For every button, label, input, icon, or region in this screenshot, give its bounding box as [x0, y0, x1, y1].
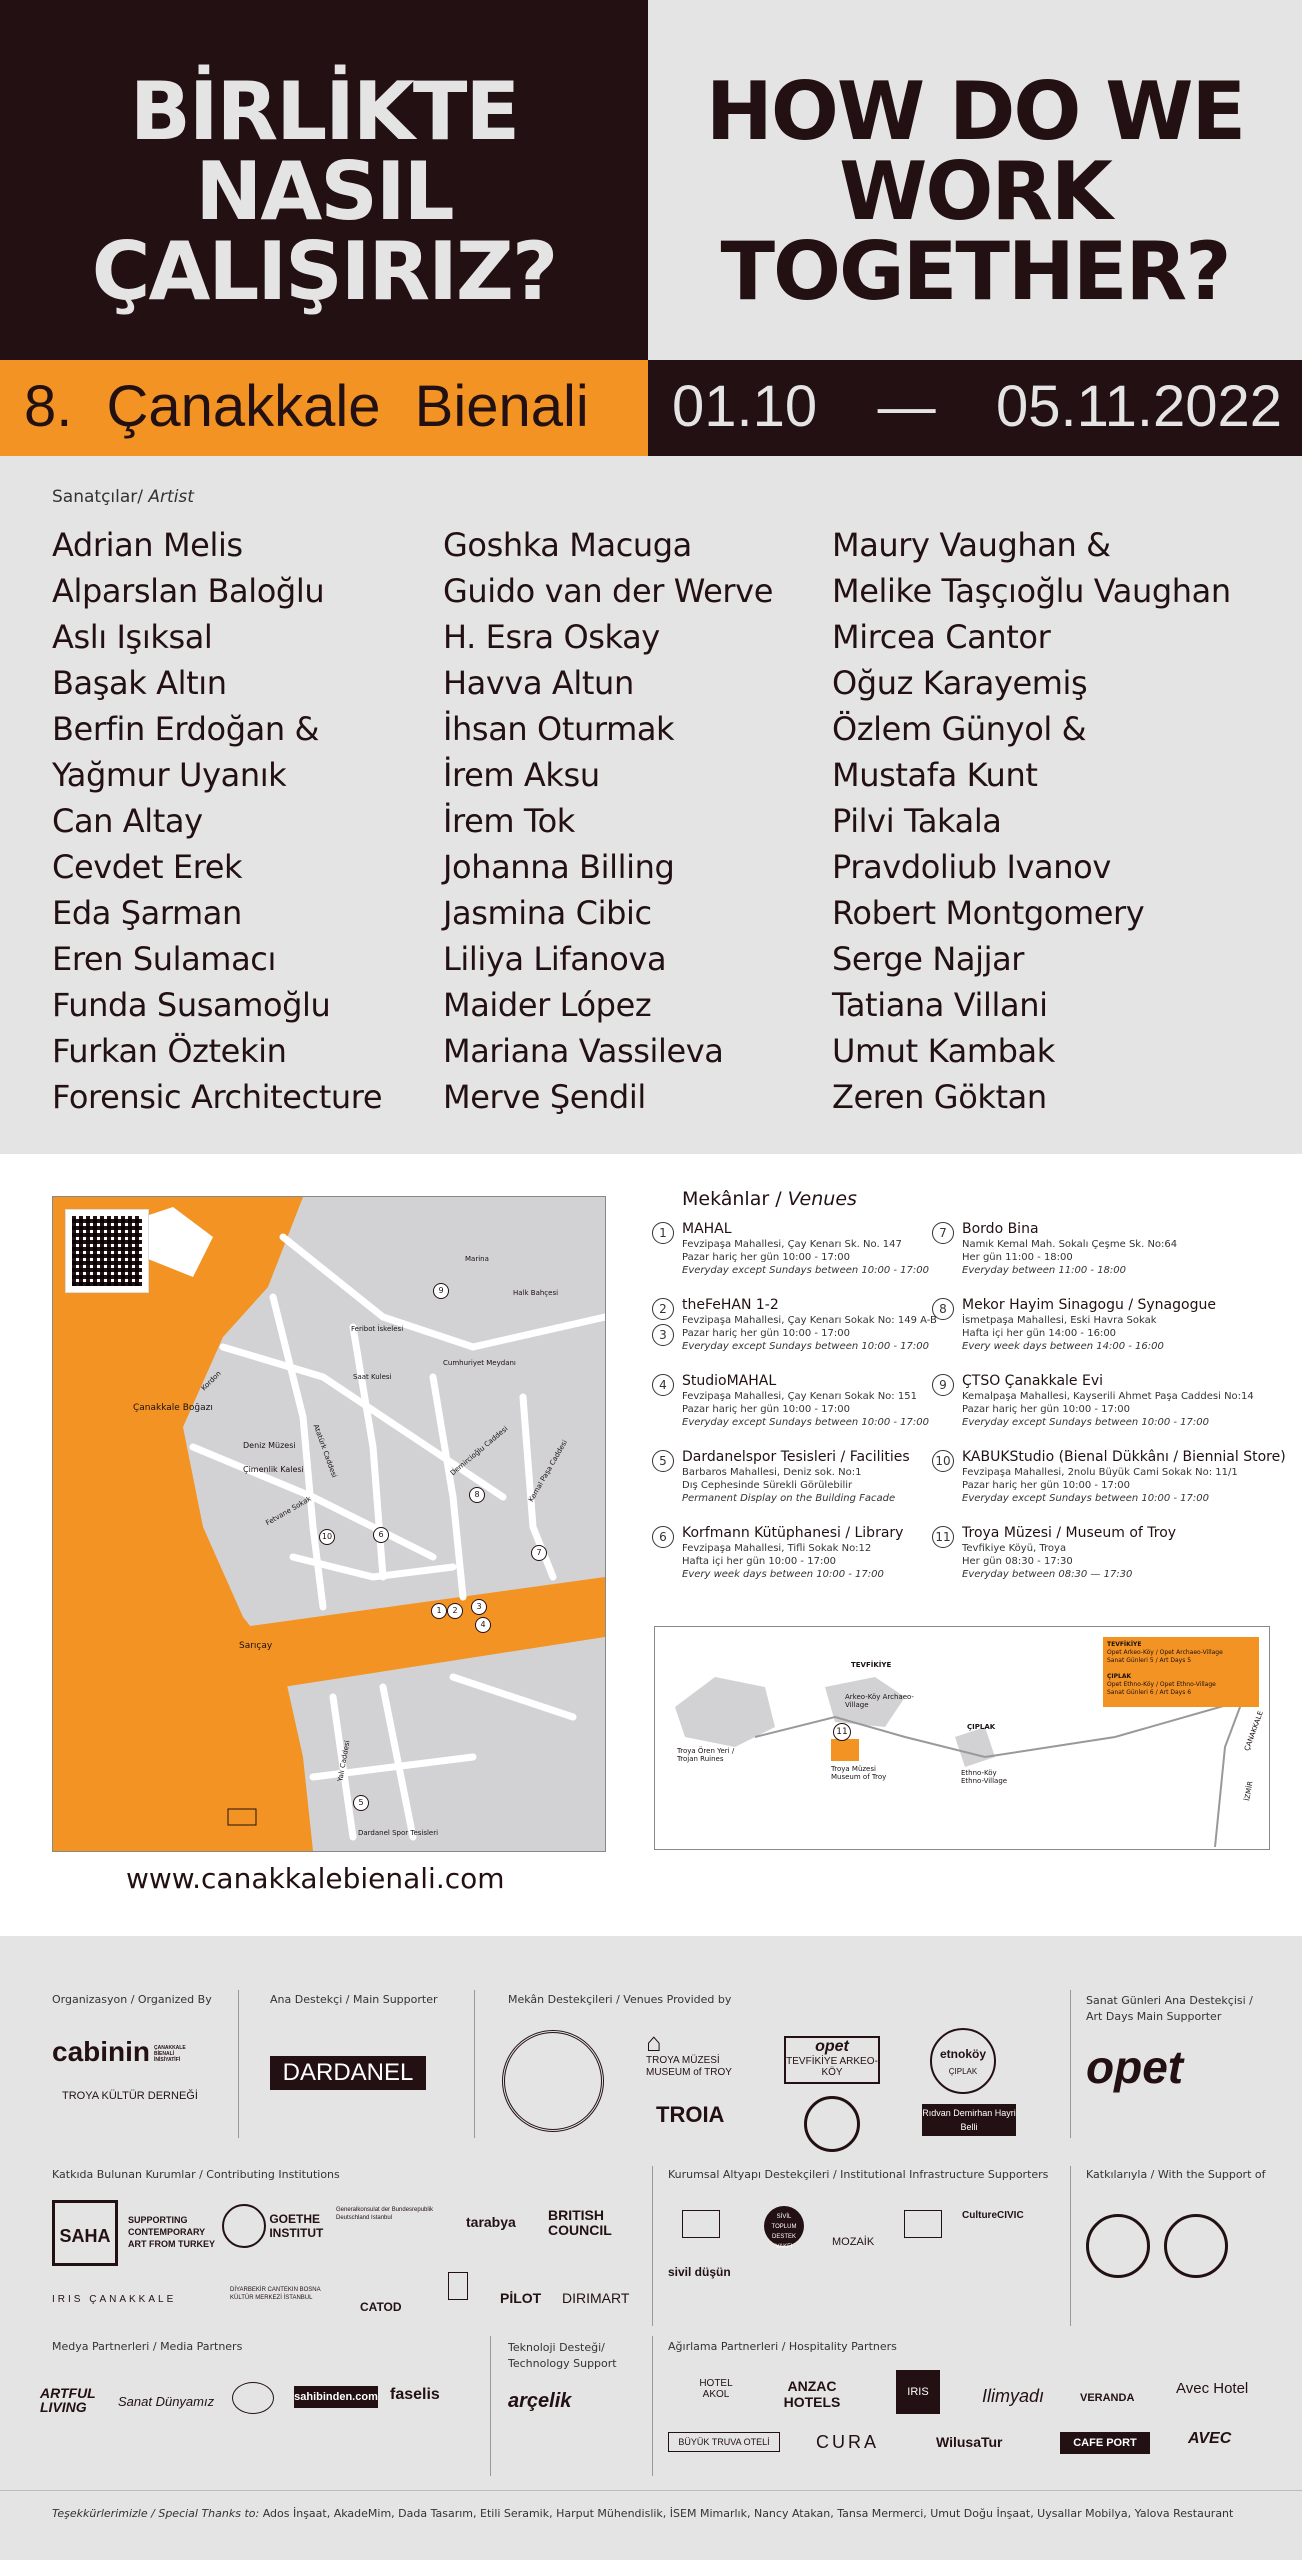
divider [0, 2490, 1302, 2491]
biennial-dates [672, 372, 1282, 442]
date-start: 01.10 [672, 374, 818, 439]
divider [1070, 1990, 1071, 2138]
venue-number: 8 [932, 1298, 954, 1320]
venue-hours-en: Every week days between 10:00 - 17:00 [682, 1569, 884, 1580]
map-marker[interactable]: 7 [531, 1545, 547, 1561]
venue-address: Barbaros Mahallesi, Deniz sok. No:1 [682, 1467, 862, 1478]
artist-name: Mariana Vassileva [443, 1032, 724, 1070]
venue-hours-en: Everyday except Sundays between 10:00 - 17:00 [682, 1417, 929, 1428]
venue-item [932, 1448, 1286, 1514]
venue-name: Dardanelspor Tesisleri / Facilities [682, 1449, 910, 1465]
opet-wordmark: opet [815, 2038, 849, 2055]
venue-hours-tr: Her gün 08:30 - 17:30 [962, 1556, 1073, 1567]
sponsor-heading: Organizasyon / Organized By [52, 1993, 212, 2006]
ciplak-name: ÇIPLAK [948, 2067, 978, 2076]
small-building-logo [448, 2272, 468, 2300]
sponsor-heading: Mekân Destekçileri / Venues Provided by [508, 1993, 732, 2006]
venue-name: KABUKStudio (Bienal Dükkânı / Biennial Store) [962, 1449, 1286, 1465]
opet-logo: opet [1086, 2041, 1184, 2093]
avec-rent-logo: AVEC [1188, 2430, 1232, 2447]
legend-title: TEVFİKİYE [1107, 1641, 1142, 1648]
venue-item [652, 1448, 942, 1514]
konsulat-logo: Generalkonsulat der Bundesrepublik Deutschland Istanbul [336, 2207, 434, 2221]
venues-heading-tr: Mekânlar / [682, 1188, 782, 1210]
venue-item [932, 1296, 1262, 1362]
venue-item [652, 1220, 942, 1286]
map-label: Feribot İskelesi [351, 1325, 404, 1333]
map-label: Çanakkale Boğazı [133, 1403, 213, 1413]
map-marker[interactable]: 3 [471, 1599, 487, 1615]
artist-name: Pravdoliub Ivanov [832, 848, 1111, 886]
venue-hours-en: Everyday between 08:30 — 17:30 [962, 1569, 1133, 1580]
divider [652, 2336, 653, 2476]
venue-name: Troya Müzesi / Museum of Troy [962, 1525, 1177, 1541]
artist-name: Cevdet Erek [52, 848, 243, 886]
sponsor-heading-en: Art Days Main Supporter [1086, 2010, 1222, 2023]
artist-name: Özlem Günyol & [832, 710, 1087, 748]
cabinin-wordmark: cabinin [52, 2036, 151, 2067]
map-label: Dardanel Spor Tesisleri [358, 1829, 439, 1837]
map-label: Demircioğlu Caddesi [448, 1424, 510, 1478]
venue-number: 1 [652, 1222, 674, 1244]
cabinin-subtitle: ÇANAKKALE BİENALİ İNİSİYATİFİ [154, 2045, 186, 2063]
qr-code[interactable] [65, 1209, 149, 1293]
title-en-line: HOW DO WE [705, 65, 1245, 158]
map-label: Fetvane Sokak [264, 1494, 313, 1528]
culture-civic-logo: CultureCIVIC [962, 2210, 1024, 2221]
sivil-dusun-logo: sivil düşün [668, 2265, 731, 2279]
goethe-icon [222, 2204, 266, 2248]
map-label: Cumhuriyet Meydanı [443, 1359, 516, 1367]
ministry-seal-logo [502, 2030, 604, 2132]
map-label: Halk Bahçesi [513, 1289, 559, 1297]
venue-hours-tr: Dış Cephesinde Sürekli Görülebilir [682, 1480, 853, 1491]
venue-address: Tevfikiye Köyü, Troya [962, 1543, 1067, 1554]
venue-name: Korfmann Kütüphanesi / Library [682, 1525, 904, 1541]
regional-map[interactable] [654, 1626, 1270, 1850]
divider [474, 1990, 475, 2138]
legend-title: ÇIPLAK [1107, 1673, 1132, 1680]
catod-logo: CATOD [360, 2300, 402, 2314]
artist-name: Funda Susamoğlu [52, 986, 331, 1024]
venue-number: 6 [652, 1526, 674, 1548]
legend-line: Sanat Günleri 5 / Art Days 5 [1107, 1657, 1192, 1664]
artist-name: Yağmur Uyanık [52, 756, 287, 794]
artist-name: Jasmina Cibic [443, 894, 652, 932]
map-label: Sarıçay [239, 1641, 273, 1651]
goethe-logo [222, 2204, 329, 2248]
date-dash: — [877, 374, 936, 439]
venue-hours-tr: Hafta içi her gün 10:00 - 17:00 [682, 1556, 837, 1567]
venue-address: Fevzipaşa Mahallesi, 2nolu Büyük Cami Sokak No: 11/1 [962, 1467, 1238, 1478]
venue-hours-tr: Pazar hariç her gün 10:00 - 17:00 [962, 1404, 1130, 1415]
artist-name: Forensic Architecture [52, 1078, 383, 1116]
sponsor-heading: Ağırlama Partnerleri / Hospitality Partners [668, 2340, 897, 2353]
map-marker[interactable]: 11 [833, 1723, 851, 1741]
map-marker[interactable]: 4 [475, 1617, 491, 1633]
troya-icon: ⌂ [646, 2027, 662, 2057]
venues-heading-en: Venues [787, 1188, 857, 1210]
sponsor-heading: Katkılarıyla / With the Support of [1086, 2168, 1266, 2181]
buyuk-truva-logo: BÜYÜK TRUVA OTELİ [668, 2432, 780, 2452]
venue-hours-tr: Pazar hariç her gün 10:00 - 17:00 [962, 1480, 1130, 1491]
biennial-name [24, 372, 589, 442]
eu-flag-logo [904, 2210, 942, 2238]
venue-address: Fevzipaşa Mahallesi, Çay Kenarı Sokak No: 149 A-B [682, 1315, 937, 1326]
arcelik-logo: arçelik [508, 2390, 572, 2412]
sponsor-heading: Katkıda Bulunan Kurumlar / Contributing Institutions [52, 2168, 340, 2181]
goethe-name: GOETHE INSTITUT [269, 2212, 324, 2240]
artist-name: Melike Taşçıoğlu Vaughan [832, 572, 1231, 610]
artist-name: Pilvi Takala [832, 802, 1002, 840]
venue-number: 4 [652, 1374, 674, 1396]
mozaik-logo: MOZAİK [832, 2236, 875, 2248]
artist-column-3 [832, 522, 1231, 1120]
artist-name: Furkan Öztekin [52, 1032, 287, 1070]
sponsor-heading-tr: Sanat Günleri Ana Destekçisi / [1086, 1994, 1253, 2007]
venue-hours-tr: Pazar hariç her gün 10:00 - 17:00 [682, 1252, 850, 1263]
venue-item [932, 1372, 1262, 1438]
gear-seal-logo [804, 2096, 860, 2152]
venue-name: theFeHAN 1-2 [682, 1297, 779, 1313]
venue-hours-en: Permanent Display on the Building Facade [682, 1493, 896, 1504]
map-label: Saat Kulesi [353, 1373, 392, 1381]
map-label: Kemal Paşa Caddesi [527, 1438, 570, 1504]
venue-hours-tr: Her gün 11:00 - 18:00 [962, 1252, 1073, 1263]
tevfikiye-logo [784, 2036, 880, 2084]
venue-address: İsmetpaşa Mahallesi, Eski Havra Sokak [962, 1315, 1157, 1326]
artful-living-logo: ARTFUL LIVING [40, 2385, 96, 2415]
inset-label: Troya Müzesi Museum of Troy [831, 1765, 887, 1781]
venue-hours-en: Everyday except Sundays between 10:00 - 17:00 [962, 1493, 1209, 1504]
venue-number: 10 [932, 1450, 954, 1472]
divider [238, 1990, 239, 2138]
legend-line: Opet Ethno-Köy / Opet Ethno-Village [1107, 1681, 1216, 1688]
inset-label: İZMİR [1243, 1780, 1255, 1802]
map-marker[interactable]: 10 [319, 1529, 335, 1545]
venue-hours-tr: Hafta içi her gün 14:00 - 16:00 [962, 1328, 1117, 1339]
tevfikiye-name: TEVFİKİYE ARKEO-KÖY [786, 2056, 878, 2078]
dirimart-logo: DIRIMART [562, 2290, 630, 2306]
venue-hours-en: Everyday except Sundays between 10:00 - 17:00 [962, 1417, 1209, 1428]
iris-logo: IRIS ÇANAKKALE [52, 2294, 177, 2305]
qr-area [143, 1207, 213, 1277]
sivil-destek-logo: SİVİL TOPLUM DESTEK VAKFI [764, 2206, 804, 2246]
artists-label-tr: Sanatçılar/ [52, 487, 143, 507]
venue-number: 5 [652, 1450, 674, 1472]
map-marker[interactable]: 9 [433, 1283, 449, 1299]
sponsor-heading [508, 2340, 617, 2372]
artist-name: Havva Altun [443, 664, 634, 702]
biennial-title: Çanakkale Bienali [106, 374, 589, 439]
city-map[interactable] [52, 1196, 606, 1852]
special-thanks [52, 2507, 1252, 2520]
avec-hotel-logo: Avec Hotel [1176, 2380, 1249, 2397]
sponsor-heading: Ana Destekçi / Main Supporter [270, 1993, 438, 2006]
artist-name: Mircea Cantor [832, 618, 1051, 656]
venue-name: Mekor Hayim Sinagogu / Synagogue [962, 1297, 1216, 1313]
artist-name: Merve Şendil [443, 1078, 646, 1116]
artist-name: Maider López [443, 986, 652, 1024]
map-marker[interactable]: 1 [431, 1603, 447, 1619]
diyarbekir-logo: DİYARBEKİR CANTEKIN BOSNA KÜLTÜR MERKEZİ İSTANBUL [230, 2287, 321, 2301]
faselis-logo: faselis [390, 2386, 440, 2403]
divider [1070, 2166, 1071, 2326]
artist-name: Eda Şarman [52, 894, 242, 932]
tarabya-logo: tarabya [466, 2214, 516, 2230]
museum-of-troy-building [831, 1739, 859, 1761]
venue-item [932, 1524, 1262, 1590]
map-label: Deniz Müzesi [243, 1441, 296, 1450]
title-en-line: WORK [839, 145, 1111, 238]
sponsor-heading-tr: Teknoloji Desteği/ [508, 2341, 605, 2354]
troya-dernegi-logo: TROYA KÜLTÜR DERNEĞİ [62, 2090, 198, 2102]
divider [490, 2336, 491, 2476]
title-tr-line: BİRLİKTE [129, 65, 519, 158]
eu-flag-logo [682, 2210, 720, 2238]
inset-label: TEVFİKİYE [851, 1661, 892, 1669]
saha-logo: SAHA [52, 2200, 118, 2266]
inset-label: ÇANAKKALE [1243, 1709, 1265, 1753]
artist-name: Berfin Erdoğan & [52, 710, 320, 748]
inset-label: Troya Ören Yeri / Trojan Ruines [677, 1747, 735, 1763]
sanat-dunyamiz-logo: Sanat Dünyamız [118, 2394, 215, 2409]
artist-name: Umut Kambak [832, 1032, 1055, 1070]
artist-name: Johanna Billing [443, 848, 675, 886]
dardanel-logo: DARDANEL [270, 2056, 426, 2090]
thanks-names: Ados İnşaat, AkadeMim, Dada Tasarım, Etili Seramik, Harput Mühendislik, İSEM Mimarlık, Nancy Atakan, Tansa Mermerci, Umut Doğu İnşaat, Uysallar Mobilya, Yalova Restaurant [262, 2507, 1234, 2520]
pilot-logo: PİLOT [500, 2290, 542, 2306]
venues-heading [682, 1188, 857, 1210]
title-turkish [0, 65, 648, 318]
etnokoy-name: etnoköy [939, 2047, 986, 2061]
venue-item [932, 1220, 1262, 1286]
map-label: Kordon [199, 1369, 223, 1393]
map-marker[interactable]: 5 [353, 1795, 369, 1811]
artist-name: Liliya Lifanova [443, 940, 667, 978]
artist-name: Adrian Melis [52, 526, 243, 564]
venue-hours-en: Every week days between 14:00 - 16:00 [962, 1341, 1164, 1352]
artist-name: Guido van der Werve [443, 572, 773, 610]
map-marker[interactable]: 8 [469, 1487, 485, 1503]
venue-name: MAHAL [682, 1221, 732, 1237]
legend-line: Opet Arkeo-Köy / Opet Archaeo-Village [1107, 1649, 1223, 1656]
inset-label: ÇIPLAK [967, 1723, 996, 1731]
artist-name: Goshka Macuga [443, 526, 692, 564]
title-english [648, 65, 1302, 318]
artist-name: İhsan Oturmak [443, 710, 675, 748]
artist-name: Oğuz Karayemiş [832, 664, 1088, 702]
artist-name: Alparslan Baloğlu [52, 572, 325, 610]
cura-logo: CURA [816, 2432, 880, 2452]
artist-name: Aslı Işıksal [52, 618, 213, 656]
title-tr-line: ÇALIŞIRIZ? [91, 225, 557, 318]
website-link[interactable]: www.canakkalebienali.com [126, 1862, 505, 1895]
venue-number: 3 [652, 1324, 674, 1346]
artist-name: H. Esra Oskay [443, 618, 660, 656]
artist-name: Can Altay [52, 802, 203, 840]
artist-name: Zeren Göktan [832, 1078, 1047, 1116]
venue-5-building [228, 1809, 256, 1825]
veranda-logo: VERANDA [1080, 2392, 1135, 2404]
map-label: Yalı Caddesi [336, 1739, 352, 1783]
inset-label: Arkeo-Köy Archaeo-Village [845, 1693, 914, 1709]
legend-line: Sanat Günleri 6 / Art Days 6 [1107, 1689, 1192, 1696]
hotel-akol-logo: HOTEL AKOL [699, 2378, 733, 2400]
map-label: Çimenlik Kalesi [243, 1465, 304, 1474]
artist-name: Serge Najjar [832, 940, 1025, 978]
map-marker[interactable]: 6 [373, 1527, 389, 1543]
etnokoy-logo [930, 2028, 996, 2094]
anzac-logo: ANZAC HOTELS [783, 2378, 841, 2410]
ciplak-area [955, 1727, 995, 1767]
venue-hours-en: Everyday except Sundays between 10:00 - 17:00 [682, 1265, 929, 1276]
map-label: Atatürk Caddesi [311, 1423, 339, 1479]
artists-label-en: Artist [148, 487, 194, 507]
ilimyadi-logo: Ilimyadı [982, 2386, 1045, 2406]
artist-name: Maury Vaughan & [832, 526, 1111, 564]
thanks-label: Teşekkürlerimizle / Special Thanks to: [52, 2507, 260, 2520]
venue-item [652, 1524, 942, 1590]
venue-address: Kemalpaşa Mahallesi, Kayserili Ahmet Paşa Caddesi No:14 [962, 1391, 1254, 1402]
venue-item [652, 1296, 942, 1362]
artist-column-1 [52, 522, 382, 1120]
troya-muzesi-name: TROYA MÜZESİ [646, 2055, 720, 2066]
sponsor-heading: Medya Partnerleri / Media Partners [52, 2340, 243, 2353]
qr-pattern [72, 1216, 142, 1286]
venue-hours-en: Everyday between 11:00 - 18:00 [962, 1265, 1127, 1276]
inset-legend-box [1103, 1637, 1259, 1707]
artists-label [52, 487, 194, 507]
venue-number: 2 [652, 1298, 674, 1320]
iris-hotel-logo: IRIS [896, 2370, 940, 2414]
wilusa-logo: WilusaTur [936, 2434, 1003, 2450]
troya-muzesi-logo [646, 2027, 732, 2079]
artist-name: Robert Montgomery [832, 894, 1145, 932]
artist-name: İrem Aksu [443, 756, 600, 794]
governorship-seal-logo [1164, 2214, 1228, 2278]
sponsor-heading: Kurumsal Altyapı Destekçileri / Institutional Infrastructure Supporters [668, 2168, 1049, 2181]
venue-hours-en: Everyday except Sundays between 10:00 - 17:00 [682, 1341, 929, 1352]
cabinin-logo [52, 2036, 194, 2068]
cafe-port-logo: CAFE PORT [1060, 2432, 1150, 2454]
ridvan-logo: Rıdvan Demirhan Hayri Belli [922, 2104, 1016, 2136]
troia-logo: TROIA [656, 2102, 725, 2127]
venue-number: 11 [932, 1526, 954, 1548]
date-end: 05.11.2022 [996, 374, 1282, 439]
sponsor-heading-en: Technology Support [508, 2357, 617, 2370]
british-council-logo: BRITISH COUNCIL [548, 2207, 612, 2238]
map-label: Marina [465, 1255, 489, 1263]
title-tr-line: NASIL [195, 145, 453, 238]
sponsor-heading [1086, 1993, 1253, 2025]
venue-hours-tr: Pazar hariç her gün 10:00 - 17:00 [682, 1404, 850, 1415]
artist-column-2 [443, 522, 773, 1120]
inset-label: Ethno-Köy Ethno-Village [961, 1769, 1008, 1785]
venue-address: Fevzipaşa Mahallesi, Tifli Sokak No:12 [682, 1543, 872, 1554]
venue-name: ÇTSO Çanakkale Evi [962, 1373, 1104, 1389]
venue-address: Fevzipaşa Mahallesi, Çay Kenarı Sk. No. 147 [682, 1239, 902, 1250]
municipality-seal-logo [1086, 2214, 1150, 2278]
media-globe-logo [232, 2382, 274, 2414]
sahibinden-logo: sahibinden.com [294, 2386, 378, 2408]
venue-number: 9 [932, 1374, 954, 1396]
artist-name: Mustafa Kunt [832, 756, 1038, 794]
edition-number: 8. [24, 374, 73, 439]
venue-item [652, 1372, 942, 1438]
venue-hours-tr: Pazar hariç her gün 10:00 - 17:00 [682, 1328, 850, 1339]
venue-name: StudioMAHAL [682, 1373, 777, 1389]
map-marker[interactable]: 2 [447, 1603, 463, 1619]
troya-muzesi-en: MUSEUM of TROY [646, 2067, 732, 2078]
title-en-line: TOGETHER? [720, 225, 1230, 318]
divider [652, 2166, 653, 2326]
artist-name: İrem Tok [443, 802, 575, 840]
venue-name: Bordo Bina [962, 1221, 1039, 1237]
venue-address: Namık Kemal Mah. Sokalı Çeşme Sk. No:64 [962, 1239, 1178, 1250]
artist-name: Başak Altın [52, 664, 227, 702]
saha-text: SUPPORTING CONTEMPORARY ART FROM TURKEY [128, 2215, 215, 2249]
venue-address: Fevzipaşa Mahallesi, Çay Kenarı Sokak No: 151 [682, 1391, 917, 1402]
artist-name: Eren Sulamacı [52, 940, 276, 978]
artist-name: Tatiana Villani [832, 986, 1048, 1024]
venue-number: 7 [932, 1222, 954, 1244]
